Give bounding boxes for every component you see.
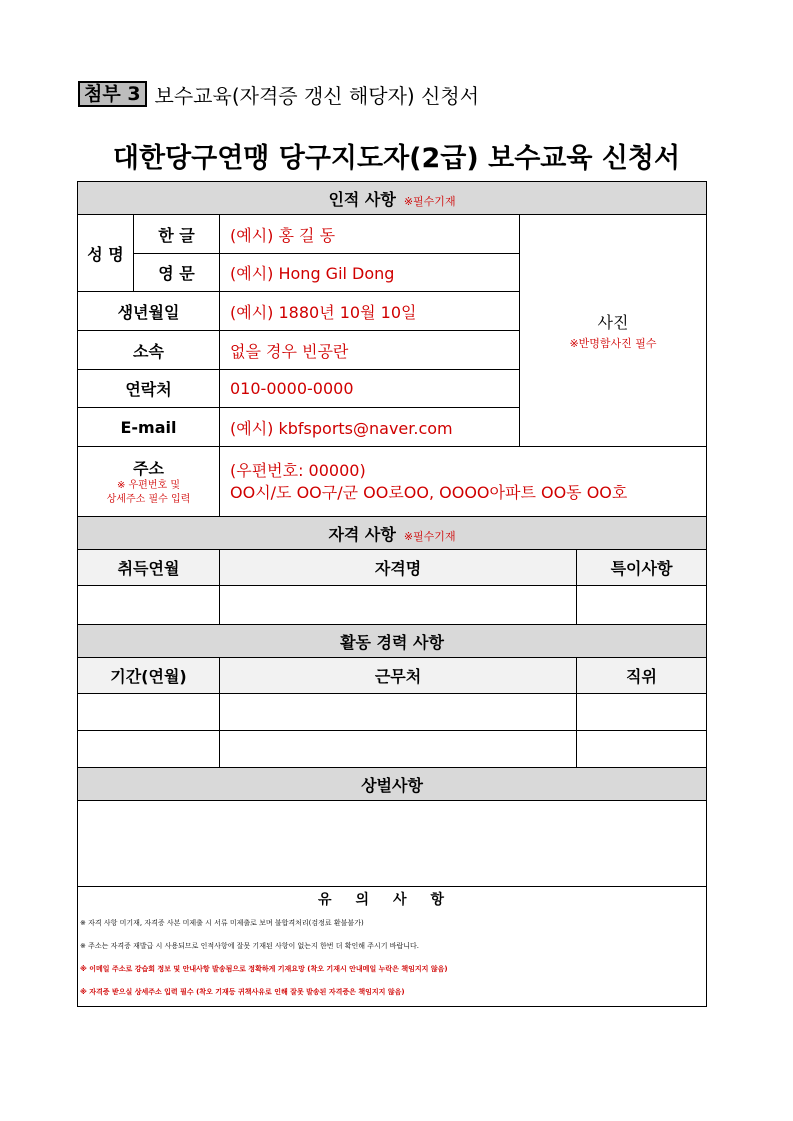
qualification-name-cell[interactable] [220,586,577,625]
photo-box[interactable] [520,215,707,447]
address-line-1: (우편번호: 00000) [230,460,366,480]
qualification-row [78,586,707,625]
awards-section-header: 상벌사항 [78,768,707,801]
note-item: ※ 주소는 자격증 재발급 시 사용되므로 인적사항에 잘못 기재된 사항이 없는지 한번 더 확인해 주시기 바랍니다. [80,942,419,950]
email-label: E-mail [78,408,220,447]
career-position-header: 직위 [577,658,707,694]
personal-section-title: 인적 사항 [328,189,396,209]
address-note-1: ※ 우편번호 및 [116,480,181,491]
note-item: ※ 자격증 받으실 상세주소 입력 필수 (착오 기재등 귀책사유로 인해 잘못 발송된 자격증은 책임지지 않음) [80,988,405,996]
career-row [78,694,707,731]
photo-note: ※반명함사진 필수 [569,337,657,350]
contact-label: 연락처 [78,370,220,408]
name-label: 성 명 [78,215,134,292]
affiliation-label: 소속 [78,331,220,370]
english-name-label: 영 문 [134,254,220,292]
email-field[interactable]: (예시) kbfsports@naver.com [220,408,520,447]
english-name-field[interactable]: (예시) Hong Gil Dong [220,254,520,292]
note-item: ※ 이메일 주소로 강습회 정보 및 안내사항 발송됨으로 정확하게 기재요망 (착오 기재시 안내메일 누락은 책임지지 않음) [80,965,448,973]
birth-field[interactable]: (예시) 1880년 10월 10일 [220,292,520,331]
qualification-section-header [78,517,707,550]
affiliation-field[interactable]: 없을 경우 빈공란 [220,331,520,370]
attachment-badge: 첨부 3 [78,81,147,107]
personal-required-note: ※필수기재 [403,194,456,208]
attachment-title: 보수교육(자격증 갱신 해당자) 신청서 [154,83,480,108]
career-workplace-cell[interactable] [220,731,577,768]
birth-label: 생년월일 [78,292,220,331]
qualification-required-note: ※필수기재 [403,529,456,543]
notes-title: 유의사항 [317,892,469,908]
korean-name-label: 한 글 [134,215,220,254]
qualification-notes-header: 특이사항 [577,550,707,586]
photo-label: 사진 [597,313,629,332]
career-period-cell[interactable] [78,694,220,731]
note-item: ※ 자격 사항 미기재, 자격증 사본 미제출 시 서류 미제출로 보며 불합격처리(검정료 환불불가) [80,919,364,927]
notes-box [78,887,707,1007]
attachment-header [78,80,479,108]
career-workplace-cell[interactable] [220,694,577,731]
qualification-name-header: 자격명 [220,550,577,586]
career-row [78,731,707,768]
application-form [77,181,707,1007]
qualification-date-cell[interactable] [78,586,220,625]
contact-field[interactable]: 010-0000-0000 [220,370,520,408]
page-title: 대한당구연맹 당구지도자(2급) 보수교육 신청서 [112,143,681,174]
personal-section-header [78,182,707,215]
awards-field[interactable] [78,801,707,887]
qualification-notes-cell[interactable] [577,586,707,625]
address-field[interactable] [220,447,707,517]
career-section-header: 활동 경력 사항 [78,625,707,658]
career-workplace-header: 근무처 [220,658,577,694]
career-position-cell[interactable] [577,694,707,731]
career-period-header: 기간(연월) [78,658,220,694]
korean-name-field[interactable]: (예시) 홍 길 동 [220,215,520,254]
address-line-2: OO시/도 OO구/군 OO로OO, OOOO아파트 OO동 OO호 [230,482,628,502]
address-note-2: 상세주소 필수 입력 [106,494,191,505]
address-label: 주소 [133,459,164,478]
career-position-cell[interactable] [577,731,707,768]
career-period-cell[interactable] [78,731,220,768]
address-label-cell [78,447,220,517]
qualification-section-title: 자격 사항 [328,524,396,544]
qualification-date-header: 취득연월 [78,550,220,586]
